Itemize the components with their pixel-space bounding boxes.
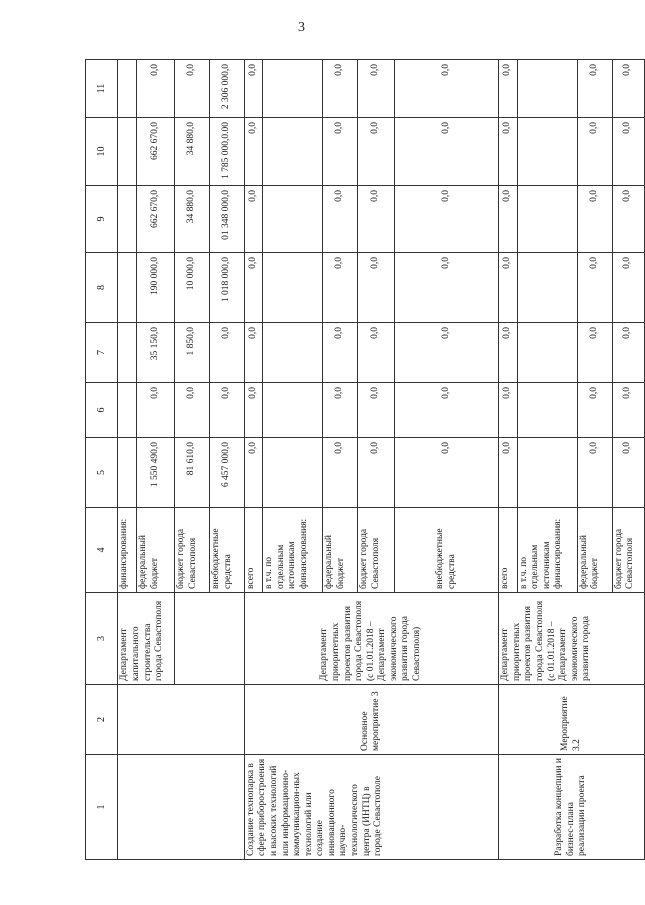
cell-source-label: всего — [244, 508, 263, 593]
column-header: 1 — [86, 755, 118, 860]
cell-source-label: федеральный бюджет — [137, 508, 175, 593]
column-header: 10 — [86, 118, 118, 186]
cell-value: 190 000,0 — [137, 253, 175, 323]
cell-value: 0,0 — [612, 383, 644, 438]
cell-value: 1 018 000,0 — [210, 253, 245, 323]
cell-value: 0,0 — [323, 60, 358, 118]
cell-value: 0,0 — [499, 323, 518, 383]
cell-responsible: Департамент приоритетных проектов развития города Севастополя (с 01.01.2018 – Департамент экономического развития города — [499, 593, 645, 685]
cell-source-label: бюджет города Севастополя — [612, 508, 644, 593]
cell-value: 0,0 — [137, 60, 175, 118]
cell-value — [517, 186, 577, 253]
cell-value: 0,0 — [175, 60, 210, 118]
cell-value — [517, 253, 577, 323]
cell-value: 0,0 — [358, 438, 395, 508]
cell-activity-code — [118, 685, 244, 755]
cell-activity-name: Создание технопарка в сфере приборостроения и высоких технологий или информационно-коммуникацион-ных технологий или создание инновационного научно-технологического центра (ИНТЦ) в городе Севастополе — [244, 755, 498, 860]
table-row — [118, 60, 137, 860]
cell-value: 0,0 — [137, 383, 175, 438]
cell-source-label: всего — [499, 508, 518, 593]
cell-value — [263, 186, 323, 253]
cell-value: 0,0 — [210, 323, 245, 383]
cell-value — [517, 60, 577, 118]
cell-value: 0,0 — [358, 383, 395, 438]
cell-value: 0,0 — [175, 383, 210, 438]
cell-value: 0,0 — [358, 186, 395, 253]
cell-value: 0,0 — [612, 253, 644, 323]
cell-source-label: внебюджетные средства — [395, 508, 499, 593]
cell-value: 0,0 — [244, 60, 263, 118]
cell-value — [517, 323, 577, 383]
column-header: 9 — [86, 186, 118, 253]
cell-source-label: бюджет города Севастополя — [175, 508, 210, 593]
cell-value: 0,0 — [358, 118, 395, 186]
cell-value: 0,0 — [577, 383, 612, 438]
cell-source-label: федеральный бюджет — [577, 508, 612, 593]
cell-value: 0,0 — [358, 253, 395, 323]
cell-value: 662 670,0 — [137, 186, 175, 253]
header-row — [86, 60, 118, 860]
column-header: 6 — [86, 383, 118, 438]
cell-value: 0,0 — [612, 438, 644, 508]
cell-value: 0,0 — [323, 253, 358, 323]
cell-source-label: бюджет города Севастополя — [358, 508, 395, 593]
cell-value: 0,0 — [358, 323, 395, 383]
cell-value: 0,0 — [577, 60, 612, 118]
cell-value: 34 880,0 — [175, 186, 210, 253]
cell-value: 0,0 — [499, 253, 518, 323]
cell-value: 0,0 — [244, 438, 263, 508]
cell-source-label: федеральный бюджет — [323, 508, 358, 593]
cell-value: 0,0 — [323, 186, 358, 253]
column-header: 4 — [86, 508, 118, 593]
cell-source-label: в т.ч. по отдельным источникам финансирования: — [517, 508, 577, 593]
cell-value: 0,0 — [577, 186, 612, 253]
cell-value: 0,0 — [612, 60, 644, 118]
cell-value — [118, 118, 137, 186]
cell-source-label: в т.ч. по отдельным источникам финансирования: — [263, 508, 323, 593]
cell-value — [118, 60, 137, 118]
cell-value: 0,0 — [244, 383, 263, 438]
cell-value: 0,0 — [395, 118, 499, 186]
cell-value: 0,0 — [395, 60, 499, 118]
cell-value: 662 670,0 — [137, 118, 175, 186]
cell-responsible-empty — [175, 593, 244, 685]
cell-value — [263, 438, 323, 508]
cell-value — [118, 438, 137, 508]
cell-value: 0,0 — [577, 253, 612, 323]
cell-value: 2 306 000,0 — [210, 60, 245, 118]
cell-value: 0,0 — [210, 383, 245, 438]
cell-value: 35 150,0 — [137, 323, 175, 383]
cell-value: 0,0 — [244, 118, 263, 186]
cell-value: 81 610,0 — [175, 438, 210, 508]
cell-value — [118, 323, 137, 383]
cell-value: 0,0 — [244, 186, 263, 253]
cell-value: 0,0 — [323, 118, 358, 186]
budget-table-sheet — [85, 60, 645, 860]
cell-activity-code: Мероприятие 3.2 — [499, 685, 645, 755]
table-row — [244, 60, 263, 860]
cell-value: 0,0 — [577, 323, 612, 383]
cell-activity-name — [118, 755, 244, 860]
cell-value — [263, 118, 323, 186]
cell-value: 0,0 — [612, 118, 644, 186]
budget-table — [85, 59, 645, 860]
page-number: 3 — [298, 20, 305, 35]
cell-value: 0,0 — [323, 438, 358, 508]
column-header: 7 — [86, 323, 118, 383]
cell-value — [517, 383, 577, 438]
cell-value: 0,0 — [395, 186, 499, 253]
cell-value — [263, 253, 323, 323]
cell-value: 0,0 — [244, 253, 263, 323]
cell-value — [517, 438, 577, 508]
column-header: 8 — [86, 253, 118, 323]
cell-responsible: Департамент приоритетных проектов развития города Севастополя (с 01.01.2018 – Департамент экономического развития города Севастополя) — [244, 593, 498, 685]
cell-value: 0,0 — [395, 438, 499, 508]
cell-value: 0,0 — [323, 323, 358, 383]
cell-value — [118, 186, 137, 253]
cell-value: 0,0 — [244, 323, 263, 383]
cell-value: 0,0 — [358, 60, 395, 118]
column-header: 3 — [86, 593, 118, 685]
cell-value: 0,0 — [323, 383, 358, 438]
cell-value: 10 000,0 — [175, 253, 210, 323]
cell-value: 01 348 000,0 — [210, 186, 245, 253]
cell-value: 0,0 — [395, 383, 499, 438]
cell-value: 6 457 000,0 — [210, 438, 245, 508]
cell-value — [517, 118, 577, 186]
cell-value: 0,0 — [577, 438, 612, 508]
cell-value: 0,0 — [499, 118, 518, 186]
cell-activity-code: Основное мероприятие 3 — [244, 685, 498, 755]
cell-responsible: Департамент капитального строительства города Севастополя — [118, 593, 175, 685]
cell-value: 0,0 — [577, 118, 612, 186]
cell-value: 0,0 — [612, 323, 644, 383]
cell-value — [118, 383, 137, 438]
cell-value — [118, 253, 137, 323]
cell-value: 0,0 — [499, 383, 518, 438]
cell-value: 1 850,0 — [175, 323, 210, 383]
cell-value: 0,0 — [612, 186, 644, 253]
cell-value: 0,0 — [499, 438, 518, 508]
cell-value: 0,0 — [499, 60, 518, 118]
column-header: 5 — [86, 438, 118, 508]
cell-value — [263, 383, 323, 438]
column-header: 11 — [86, 60, 118, 118]
cell-source-label: финансирования: — [118, 508, 137, 593]
cell-value — [263, 323, 323, 383]
cell-activity-name: Разработка концепции и бизнес-плана реализации проекта — [499, 755, 645, 860]
cell-source-label: внебюджетные средства — [210, 508, 245, 593]
cell-value: 0,0 — [395, 253, 499, 323]
cell-value: 1 550 490,0 — [137, 438, 175, 508]
column-header: 2 — [86, 685, 118, 755]
cell-value: 1 785 000,0.00 — [210, 118, 245, 186]
cell-value: 0,0 — [395, 323, 499, 383]
cell-value — [263, 60, 323, 118]
table-row — [499, 60, 518, 860]
cell-value: 0,0 — [499, 186, 518, 253]
cell-value: 34 880,0 — [175, 118, 210, 186]
